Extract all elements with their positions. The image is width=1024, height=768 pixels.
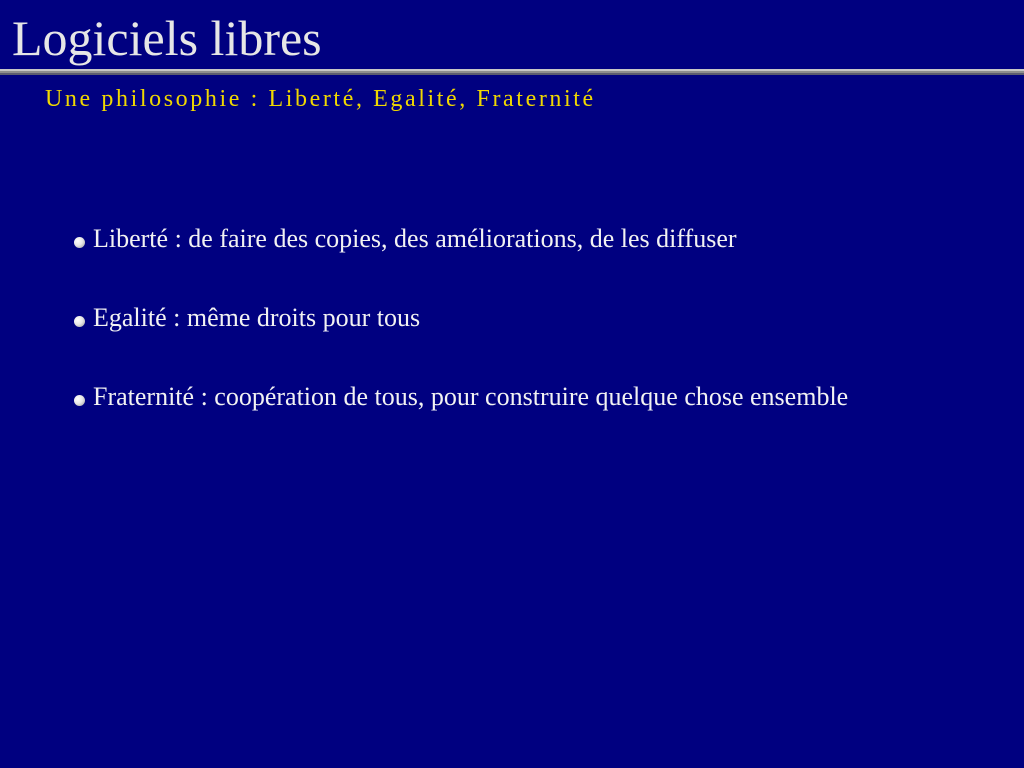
bullet-dot-icon (74, 237, 85, 248)
bullet-item-egalite (72, 301, 1012, 380)
bullet-text: Liberté : de faire des copies, des améliorations, de les diffuser (93, 224, 737, 253)
bullet-list (72, 222, 1012, 459)
bullet-item-liberte (72, 222, 1012, 301)
bullet-dot-icon (74, 395, 85, 406)
bullet-text: Egalité : même droits pour tous (93, 303, 421, 332)
slide-title: Logiciels libres (12, 10, 322, 66)
bullet-text: Fraternité : coopération de tous, pour construire quelque chose ensemble (93, 382, 849, 411)
bullet-item-fraternite (72, 380, 1012, 459)
slide-subtitle: Une philosophie : Liberté, Egalité, Fraternité (45, 86, 596, 112)
bullet-dot-icon (74, 316, 85, 327)
title-divider (0, 69, 1024, 75)
